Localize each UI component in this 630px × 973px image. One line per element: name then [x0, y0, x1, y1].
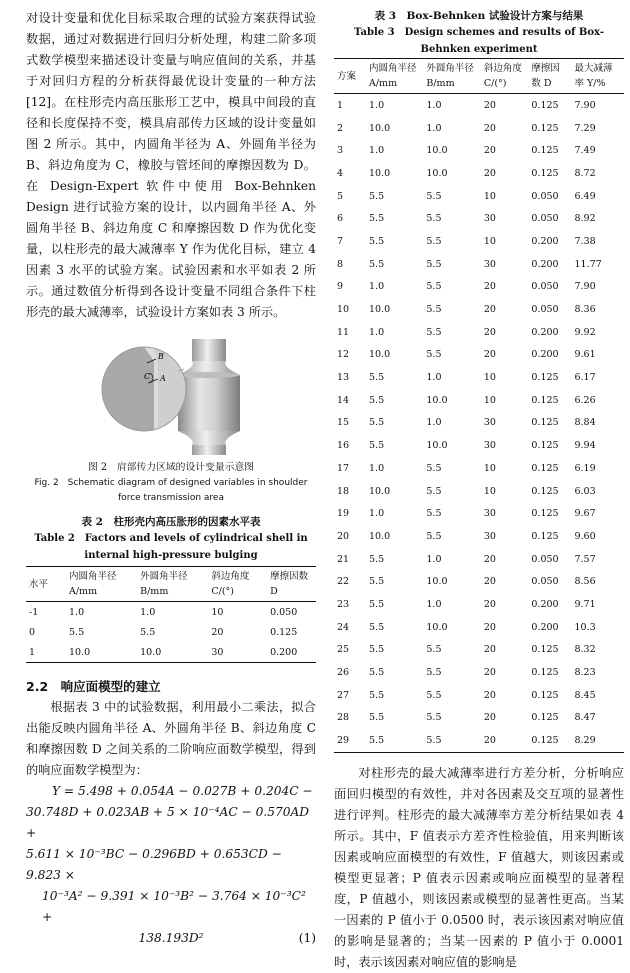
table-cell: 28: [337, 712, 350, 724]
table-cell: 1.0: [426, 417, 442, 429]
table-cell: 5.5: [69, 626, 85, 638]
table-cell: 0.200: [270, 646, 298, 658]
table-cell: 10.0: [369, 530, 391, 542]
table-cell: 8.84: [574, 417, 596, 429]
table-cell: 10.0: [426, 621, 448, 633]
table-cell: 6.03: [574, 485, 596, 497]
table-cell: 0.200: [531, 326, 559, 338]
table-3-row: [334, 230, 624, 253]
table-cell: 6: [337, 213, 344, 225]
table-cell: 30: [483, 530, 496, 542]
table-cell: 16: [337, 440, 350, 452]
table-cell: 18: [337, 485, 350, 497]
table-cell: 1.0: [369, 99, 385, 111]
table-2-header: 外圆角半径 B/mm: [137, 567, 208, 602]
table-cell: 0.050: [531, 576, 559, 588]
table-cell: 0.125: [531, 372, 559, 384]
table-cell: 0.200: [531, 621, 559, 633]
table-cell: 8.45: [574, 689, 596, 701]
section-title: 2.2 响应面模型的建立: [26, 679, 161, 694]
table-cell: 0.125: [531, 530, 559, 542]
table-cell: 5.5: [369, 576, 385, 588]
table-cell: 0.125: [531, 644, 559, 656]
table-cell: 15: [337, 417, 350, 429]
table-cell: 20: [483, 167, 496, 179]
table-cell: 30: [483, 213, 496, 225]
table-3-row: [334, 366, 624, 389]
table-cell: 0.050: [531, 553, 559, 565]
table-3-header: 斜边角度 C/(°): [481, 59, 529, 94]
table-cell: 26: [337, 667, 350, 679]
table-cell: 5.5: [426, 712, 442, 724]
figure-2-caption-en: Fig. 2 Schematic diagram of designed variables in shoulder force transmission area: [34, 478, 308, 503]
table-cell: 8.47: [574, 712, 596, 724]
table-cell: 6.26: [574, 394, 596, 406]
table-cell: 8.56: [574, 576, 596, 588]
table-cell: 20: [483, 576, 496, 588]
table-cell: 11.77: [574, 258, 602, 270]
table-cell: 8.92: [574, 213, 596, 225]
table-cell: 5.5: [426, 304, 442, 316]
table-cell: 8.72: [574, 167, 596, 179]
table-3-row: [334, 457, 624, 480]
table-3-header: 方案: [334, 59, 366, 94]
table-2: [26, 566, 316, 663]
table-cell: 20: [483, 735, 496, 747]
table-2-header: 摩擦因数 D: [267, 567, 316, 602]
table-cell: 1.0: [369, 508, 385, 520]
table-3-row: [334, 525, 624, 548]
table-2-row: [26, 642, 316, 663]
table-2-header: 内圆角半径 A/mm: [66, 567, 137, 602]
table-cell: 10.0: [369, 167, 391, 179]
table-cell: 24: [337, 621, 350, 633]
table-cell: 0.050: [531, 304, 559, 316]
table-3-row: [334, 684, 624, 707]
table-3-row: [334, 321, 624, 344]
table-cell: 10.0: [69, 646, 91, 658]
table-cell: 10: [337, 304, 350, 316]
table-cell: 5.5: [369, 213, 385, 225]
table-cell: 5.5: [426, 530, 442, 542]
table-cell: 20: [483, 145, 496, 157]
table-cell: 19: [337, 508, 350, 520]
table-cell: 0.200: [531, 598, 559, 610]
table-cell: 0.125: [531, 167, 559, 179]
table-cell: 9.94: [574, 440, 596, 452]
table-2-header-row: [26, 567, 316, 602]
table-cell: 10.0: [426, 440, 448, 452]
table-3-row: [334, 117, 624, 140]
table-cell: 30: [483, 258, 496, 270]
table-cell: 1.0: [426, 372, 442, 384]
right-column: [334, 8, 624, 973]
table-3-row: [334, 389, 624, 412]
table-cell: 0.125: [270, 626, 298, 638]
table-cell: 6.49: [574, 190, 596, 202]
table-3-row: [334, 570, 624, 593]
table-cell: 5.5: [369, 689, 385, 701]
table-3-row: [334, 185, 624, 208]
table-cell: 8.32: [574, 644, 596, 656]
table-cell: 0.125: [531, 462, 559, 474]
table-3-row: [334, 253, 624, 276]
figure-2: [26, 331, 316, 456]
table-cell: 5.5: [426, 349, 442, 361]
table-cell: 5.5: [369, 553, 385, 565]
table-cell: 0.050: [531, 281, 559, 293]
table-cell: 8: [337, 258, 344, 270]
table-cell: 9.60: [574, 530, 596, 542]
table-cell: 5.5: [426, 258, 442, 270]
table-cell: 5.5: [426, 735, 442, 747]
cylinder-edge: [178, 372, 240, 378]
table-cell: 1.0: [140, 606, 156, 618]
table-cell: 8.23: [574, 667, 596, 679]
table-cell: 20: [483, 644, 496, 656]
table-cell: 10.0: [369, 122, 391, 134]
table-3-row: [334, 412, 624, 435]
table-cell: 5.5: [369, 621, 385, 633]
analysis-paragraph: 对柱形壳的最大减薄率进行方差分析，分析响应面回归模型的有效性，并对各因素及交互项的显著性进行评判。柱形壳的最大减薄率方差分析结果如表 4 所示。其中，F 值表示方差齐性检验值，用来判断该因素或响应面模型的有效性，F 值越大，则该因素或模型更显著；P 值表示因素或响应面模型的显著程度，P 值越小，则该因素或模型的显著性更高。当某一因素的 P 值小于 0.0500 时，表示该因素对响应值的影响是显著的；当某一因素的 P 值小于 0.0001 时，表示该因素对响应值的影响是: [334, 765, 624, 969]
table-cell: 22: [337, 576, 350, 588]
table-cell: 1.0: [426, 598, 442, 610]
table-cell: 0.125: [531, 122, 559, 134]
table-cell: 5.5: [426, 281, 442, 293]
table-cell: 0.200: [531, 349, 559, 361]
table-3-row: [334, 94, 624, 117]
table-cell: 20: [483, 667, 496, 679]
table-3-row: [334, 298, 624, 321]
table-cell: 2: [337, 122, 344, 134]
label-b: B: [158, 352, 164, 361]
table-cell: 17: [337, 462, 350, 474]
table-3-header: 最大减薄率 Y/%: [571, 59, 624, 94]
table-cell: 5.5: [426, 235, 442, 247]
table-cell: 3: [337, 145, 344, 157]
table-cell: 20: [483, 553, 496, 565]
table-cell: 10: [483, 485, 496, 497]
table-cell: 0.125: [531, 735, 559, 747]
equation-line: 10⁻³A² − 9.391 × 10⁻³B² − 3.764 × 10⁻³C² +: [42, 889, 306, 924]
equation-line: 138.193D²: [138, 931, 204, 945]
table-3-row: [334, 502, 624, 525]
table-cell: 5.5: [426, 644, 442, 656]
table-cell: 1.0: [369, 326, 385, 338]
table-cell: 5.5: [369, 235, 385, 247]
table-cell: 5.5: [369, 440, 385, 452]
table-cell: 5.5: [369, 394, 385, 406]
table-cell: 0.125: [531, 394, 559, 406]
table-3-header: 摩擦因数 D: [528, 59, 571, 94]
table-3-row: [334, 344, 624, 367]
table-cell: 5.5: [369, 667, 385, 679]
table-cell: 20: [483, 99, 496, 111]
table-cell: 0.125: [531, 667, 559, 679]
table-cell: 1.0: [69, 606, 85, 618]
table-cell: 12: [337, 349, 350, 361]
label-c: C: [144, 372, 151, 381]
table-cell: 5.5: [369, 190, 385, 202]
table-cell: 5.5: [369, 598, 385, 610]
table-cell: 7.90: [574, 281, 596, 293]
table-cell: 5.5: [369, 417, 385, 429]
table-cell: 5.5: [426, 326, 442, 338]
table-cell: 5.5: [369, 644, 385, 656]
table-cell: 0.050: [531, 190, 559, 202]
table-cell: 7.29: [574, 122, 596, 134]
table-cell: 0: [29, 626, 36, 638]
table-cell: 20: [483, 281, 496, 293]
table-cell: 8.29: [574, 735, 596, 747]
table-cell: 10.0: [426, 145, 448, 157]
table-cell: 13: [337, 372, 350, 384]
table-cell: 10.0: [140, 646, 162, 658]
table-3-row: [334, 480, 624, 503]
table-cell: 11: [337, 326, 350, 338]
table-cell: 5.5: [426, 689, 442, 701]
table-2-header: 水平: [26, 567, 66, 602]
table-cell: 14: [337, 394, 350, 406]
table-3-title-en: Table 3 Design schemes and results of Box-Behnken experiment: [354, 27, 604, 55]
table-3-title-cn: 表 3 Box-Behnken 试验设计方案与结果: [374, 10, 584, 22]
table-cell: 20: [483, 122, 496, 134]
table-2-header: 斜边角度 C/(°): [208, 567, 267, 602]
label-a: A: [160, 374, 166, 383]
table-cell: 5.5: [369, 712, 385, 724]
table-3-row: [334, 639, 624, 662]
table-cell: 0.125: [531, 485, 559, 497]
table-3-header: 内圆角半径 A/mm: [366, 59, 423, 94]
table-cell: 5.5: [426, 667, 442, 679]
table-cell: 5.5: [369, 372, 385, 384]
table-cell: 1.0: [426, 553, 442, 565]
table-cell: 10.0: [369, 304, 391, 316]
table-cell: 7.57: [574, 553, 596, 565]
table-cell: 1: [337, 99, 344, 111]
table-cell: 20: [483, 349, 496, 361]
table-cell: 5.5: [426, 485, 442, 497]
table-cell: 9.61: [574, 349, 596, 361]
table-cell: 1.0: [426, 122, 442, 134]
equation-line-last: [26, 928, 316, 949]
left-column: [26, 8, 316, 949]
table-cell: 10.0: [426, 167, 448, 179]
table-cell: 10: [483, 190, 496, 202]
table-cell: 20: [337, 530, 350, 542]
table-cell: 10: [483, 394, 496, 406]
table-cell: 9.92: [574, 326, 596, 338]
table-3-row: [334, 139, 624, 162]
table-3-row: [334, 616, 624, 639]
table-3-row: [334, 434, 624, 457]
table-cell: 5.5: [426, 190, 442, 202]
table-3-row: [334, 729, 624, 752]
table-cell: 10.0: [426, 394, 448, 406]
table-2-row: [26, 602, 316, 623]
shoulder-diagram: [26, 331, 316, 456]
table-cell: 5.5: [369, 258, 385, 270]
table-cell: 10.0: [369, 349, 391, 361]
table-cell: 0.125: [531, 508, 559, 520]
table-cell: 5.5: [426, 508, 442, 520]
table-cell: 20: [483, 304, 496, 316]
table-cell: 0.125: [531, 417, 559, 429]
table-cell: 1.0: [369, 145, 385, 157]
table-cell: -1: [29, 606, 39, 618]
table-cell: 7.49: [574, 145, 596, 157]
table-cell: 27: [337, 689, 350, 701]
table-cell: 5: [337, 190, 344, 202]
table-cell: 10.0: [426, 576, 448, 588]
table-cell: 0.125: [531, 440, 559, 452]
table-cell: 30: [483, 508, 496, 520]
table-cell: 7.38: [574, 235, 596, 247]
table-cell: 25: [337, 644, 350, 656]
table-cell: 10: [483, 235, 496, 247]
table-cell: 5.5: [369, 735, 385, 747]
table-3-row: [334, 661, 624, 684]
table-cell: 10: [211, 606, 224, 618]
table-cell: 30: [483, 417, 496, 429]
table-2-body: [26, 602, 316, 663]
table-cell: 0.125: [531, 145, 559, 157]
table-cell: 20: [483, 598, 496, 610]
table-cell: 0.050: [270, 606, 298, 618]
table-cell: 5.5: [140, 626, 156, 638]
figure-2-caption-cn: 图 2 肩部传力区域的设计变量示意图: [87, 462, 255, 473]
cylinder-body: [178, 375, 240, 431]
table-cell: 1.0: [426, 99, 442, 111]
table-cell: 7: [337, 235, 344, 247]
table-cell: 23: [337, 598, 350, 610]
table-3-row: [334, 207, 624, 230]
section-paragraph: 根据表 3 中的试验数据，利用最小二乘法，拟合出能反映内圆角半径 A、外圆角半径 B、斜边角度 C 和摩擦因数 D 之间关系的二阶响应面数学模型，得到的响应面数学模型为：: [26, 700, 316, 777]
table-cell: 5.5: [426, 213, 442, 225]
table-cell: 9.71: [574, 598, 596, 610]
table-cell: 6.19: [574, 462, 596, 474]
table-cell: 10: [483, 462, 496, 474]
table-cell: 4: [337, 167, 344, 179]
table-cell: 29: [337, 735, 350, 747]
table-cell: 8.36: [574, 304, 596, 316]
table-3-header-row: [334, 59, 624, 94]
table-cell: 20: [483, 712, 496, 724]
equation-number: (1): [298, 931, 316, 945]
table-cell: 30: [211, 646, 224, 658]
table-3-row: [334, 276, 624, 299]
intro-paragraph: 对设计变量和优化目标采取合理的试验方案获得试验数据，通过对数据进行回归分析处理，构建二阶多项式数学模型来描述设计变量与响应值间的关系，并基于对回归方程的分析获得最优设计变量的一种方法[12]。在柱形壳内高压胀形工艺中，模具中间段的直径和长度保持不变，模具肩部传力区域的设计变量如图 2 所示。其中，内圆角半径为 A、外圆角半径为 B、斜边角度为 C，橡胶与管坯间的摩擦因数为 D。在 Design-Expert 软件中使用 Box-Behnken Design 进行试验方案的设计，以内圆角半径 A、外圆角半径 B、斜边角度 C 和摩擦因数 D 作为优化变量，以柱形壳的最大减薄率 Y 作为优化目标，建立 4 因素 3 水平的试验方案。试验因素和水平如表 2 所示。通过数值分析得到各设计变量不同组合条件下柱形壳的最大减薄率，试验设计方案如表 3 所示。: [26, 11, 316, 319]
table-cell: 30: [483, 440, 496, 452]
table-cell: 0.125: [531, 712, 559, 724]
table-cell: 21: [337, 553, 350, 565]
table-2-row: [26, 622, 316, 642]
table-3: [334, 58, 624, 753]
equation-line: 5.611 × 10⁻³BC − 0.296BD + 0.653CD − 9.823 ×: [26, 847, 282, 882]
table-cell: 0.125: [531, 689, 559, 701]
table-cell: 0.200: [531, 235, 559, 247]
table-cell: 20: [483, 326, 496, 338]
table-cell: 5.5: [426, 462, 442, 474]
cylinder-neck-bottom: [192, 445, 226, 455]
equation-line: Y = 5.498 + 0.054A − 0.027B + 0.204C −: [52, 784, 313, 798]
table-cell: 6.17: [574, 372, 596, 384]
table-cell: 1: [29, 646, 36, 658]
table-cell: 0.125: [531, 99, 559, 111]
table-3-row: [334, 548, 624, 571]
table-3-row: [334, 162, 624, 185]
table-cell: 9.67: [574, 508, 596, 520]
table-cell: 20: [483, 621, 496, 633]
table-2-title-cn: 表 2 柱形壳内高压胀形的因素水平表: [81, 516, 261, 528]
table-cell: 9: [337, 281, 344, 293]
table-3-row: [334, 707, 624, 730]
table-cell: 10: [483, 372, 496, 384]
table-cell: 0.200: [531, 258, 559, 270]
table-cell: 20: [483, 689, 496, 701]
table-cell: 0.050: [531, 213, 559, 225]
table-cell: 10.0: [369, 485, 391, 497]
equation-line: 30.748D + 0.023AB + 5 × 10⁻⁴AC − 0.570AD +: [26, 805, 310, 840]
table-3-body: [334, 94, 624, 753]
table-2-title-en: Table 2 Factors and levels of cylindrical shell in internal high-pressure bulging: [34, 533, 308, 561]
table-cell: 10.3: [574, 621, 596, 633]
cylinder-neck-top: [192, 339, 226, 361]
table-cell: 20: [211, 626, 224, 638]
table-cell: 1.0: [369, 281, 385, 293]
table-3-row: [334, 593, 624, 616]
table-cell: 7.90: [574, 99, 596, 111]
table-cell: 1.0: [369, 462, 385, 474]
table-3-header: 外圆角半径 B/mm: [423, 59, 480, 94]
